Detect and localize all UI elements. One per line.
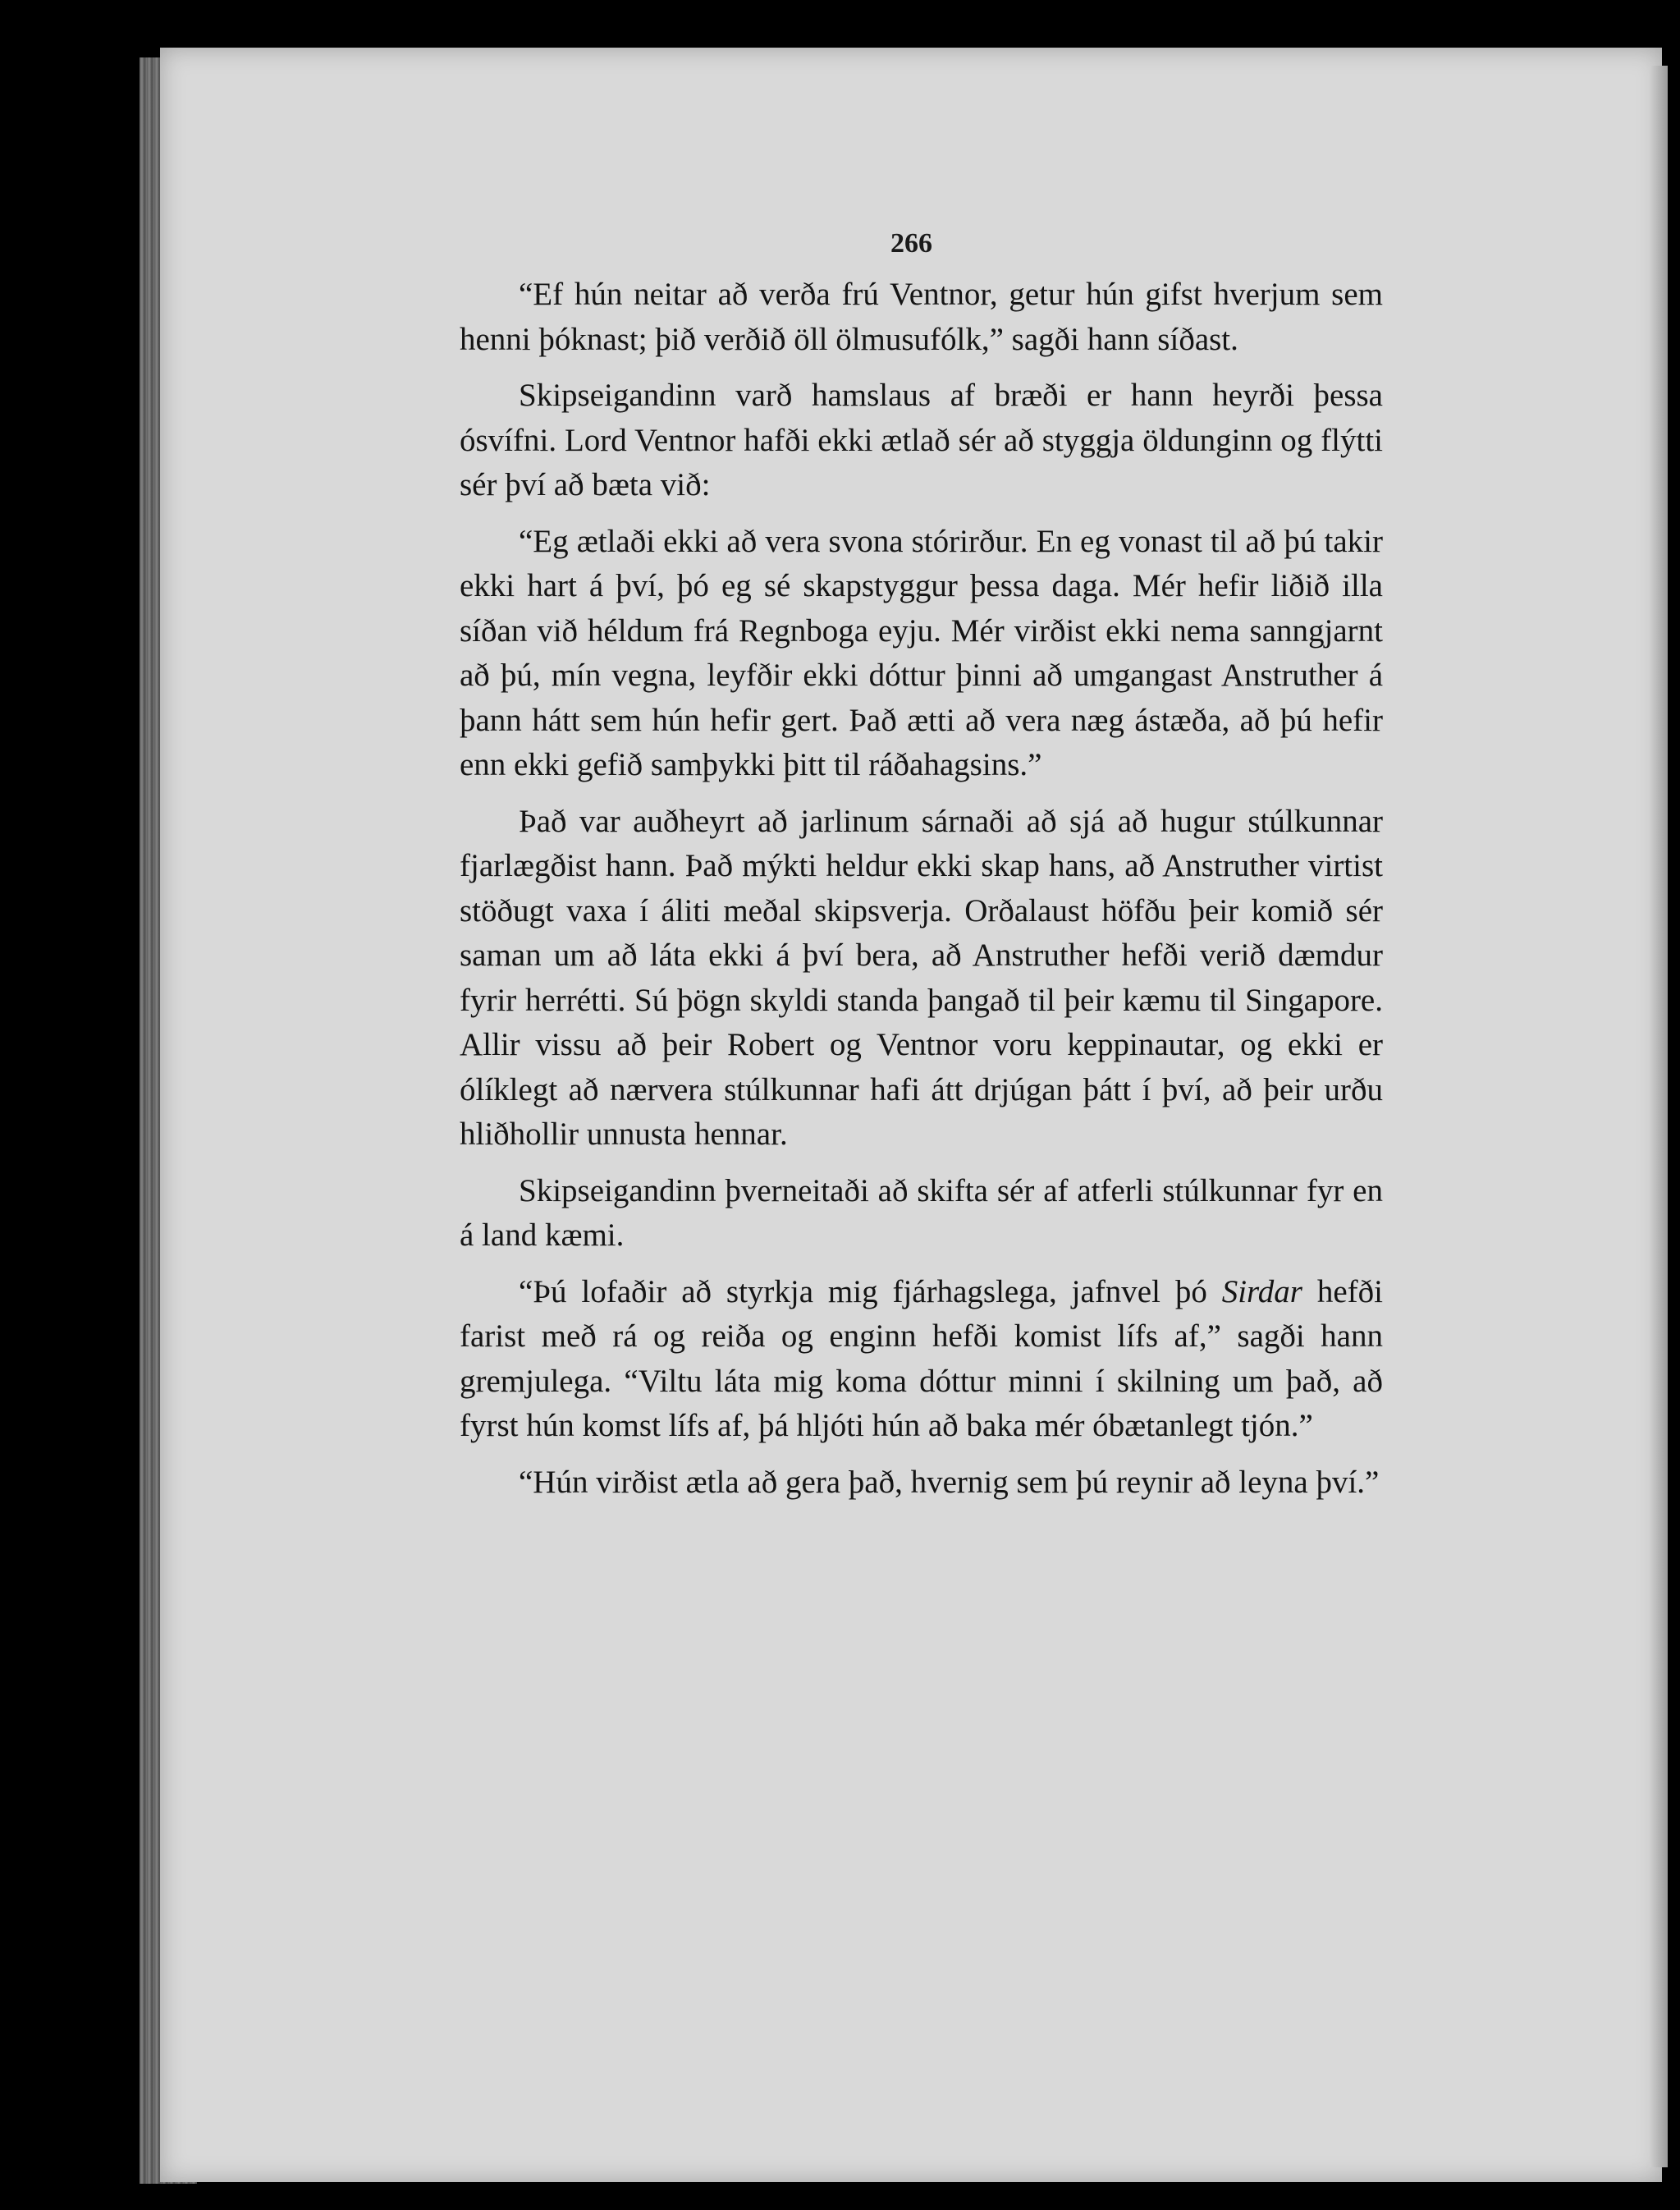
paragraph: Skipseigandinn þverneitaði að skifta sér af atferli stúlkunnar fyr en á land kæmi. [460,1172,1383,1253]
body-text [460,273,1383,1516]
paragraph: “Hún virðist ætla að gera það, hvernig sem þú reynir að leyna því.” [519,1464,1380,1500]
page-right-edge [1650,66,1668,2167]
paragraph: “Ef hún neitar að verða frú Ventnor, getur hún gifst hverjum sem henni þóknast; þið verðið öll ölmusufólk,” sagði hann síðast. [460,277,1383,357]
paragraph: Það var auðheyrt að jarlinum sárnaði að sjá að hugur stúlkunnar fjarlægðist hann. Það mýkti heldur ekki skap hans, að Anstruther virtist stöðugt vaxa í áliti meðal skipsverja. Orðalaust höfðu þeir komið sér saman um að láta ekki á því bera, að Anstruther hefði verið dæmdur fyrir herrétti. Sú þögn skyldi standa þangað til þeir kæmu til Singapore. Allir vissu að þeir Robert og Ventnor voru keppinautar, og ekki er ólíklegt að nærvera stúlkunnar hafi átt drjúgan þátt í því, að þeir urðu hliðhollir unnusta hennar. [460,803,1383,1152]
paragraph: Skipseigandinn varð hamslaus af bræði er hann heyrði þessa ósvífni. Lord Ventnor hafði ekki ætlað sér að styggja öldunginn og flýtti sér því að bæta við: [460,378,1383,502]
paragraph: “Eg ætlaði ekki að vera svona stórirður. En eg vonast til að þú takir ekki hart á því, þó eg sé skapstyggur þessa daga. Mér hefir liðið illa síðan við héldum frá Regnboga eyju. Mér virðist ekki nema sanngjarnt að þú, mín vegna, leyfðir ekki dóttur þinni að umgangast Anstruther á þann hátt sem hún hefir gert. Það ætti að vera næg ástæða, að þú hefir enn ekki gefið samþykki þitt til ráðahagsins.” [460,523,1383,782]
paragraph: “Þú lofaðir að styrkja mig fjárhagslega, jafnvel þó Sirdar hefði farist með rá og reiða og enginn hefði komist lífs af,” sagði hann gremjulega. “Viltu láta mig koma dóttur minni í skilning um það, að fyrst hún komst lífs af, þá hljóti hún að baka mér óbætanlegt tjón.” [460,1273,1383,1443]
ship-name: Sirdar [1221,1273,1302,1309]
page-number: 266 [890,228,932,259]
